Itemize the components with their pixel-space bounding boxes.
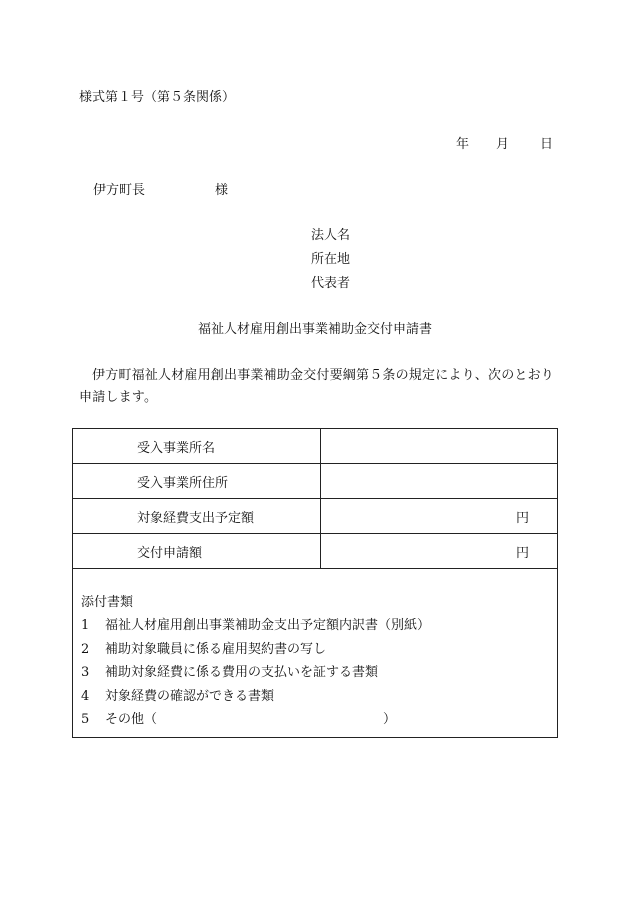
table-value: 円 (321, 499, 558, 534)
list-item-number: 4 (81, 688, 90, 704)
attachments-heading: 添付書類 (81, 595, 134, 610)
date-field (456, 133, 553, 152)
list-item-number: 5 (81, 712, 90, 727)
list-item-text: 補助対象職員に係る雇用契約書の写し (105, 641, 327, 657)
recipient (93, 179, 228, 198)
table-label: 対象経費支出予定額 (73, 499, 321, 534)
list-item (81, 638, 430, 662)
table-label: 受入事業所名 (73, 429, 321, 464)
representative-label: 代表者 (311, 276, 351, 291)
address-label: 所在地 (311, 252, 351, 267)
list-item (81, 685, 430, 709)
list-item-close-paren: ） (383, 712, 397, 727)
table-value: 円 (321, 534, 558, 569)
list-item-text: 対象経費の確認ができる書類 (105, 688, 275, 704)
list-item-text: その他（ (105, 712, 158, 727)
list-item (81, 708, 430, 732)
table-row (73, 499, 558, 534)
document-title: 福祉人材雇用創出事業補助金交付申請書 (197, 322, 432, 337)
table-value (321, 429, 558, 464)
attachments-section (72, 569, 558, 738)
table-label: 受入事業所住所 (73, 464, 321, 499)
applicant-block (311, 224, 350, 296)
date-month-label: 月 (496, 137, 510, 152)
corporation-name-label: 法人名 (311, 228, 351, 243)
attachments-list (81, 614, 430, 732)
list-item (81, 614, 430, 638)
table-row (73, 429, 558, 464)
list-item-number: 2 (81, 641, 90, 657)
list-item-text: 補助対象経費に係る費用の支払いを証する書類 (105, 665, 379, 680)
application-table (72, 428, 558, 569)
form-number: 様式第１号（第５条関係） (79, 90, 236, 105)
table-row (73, 534, 558, 569)
body-text: 伊方町福祉人材雇用創出事業補助金交付要綱第５条の規定により、次のとおり申請します。 (79, 368, 555, 405)
date-day-label: 日 (540, 137, 554, 152)
list-item-number: 1 (81, 618, 90, 633)
date-year-label: 年 (456, 137, 470, 152)
list-item-text: 福祉人材雇用創出事業補助金支出予定額内訳書（別紙） (105, 618, 431, 633)
list-item (81, 661, 430, 685)
table-row (73, 464, 558, 499)
table-label: 交付申請額 (73, 534, 321, 569)
list-item-number: 3 (81, 665, 90, 680)
recipient-name: 伊方町長 (93, 183, 146, 198)
recipient-honorific: 様 (215, 183, 229, 198)
table-value (321, 464, 558, 499)
